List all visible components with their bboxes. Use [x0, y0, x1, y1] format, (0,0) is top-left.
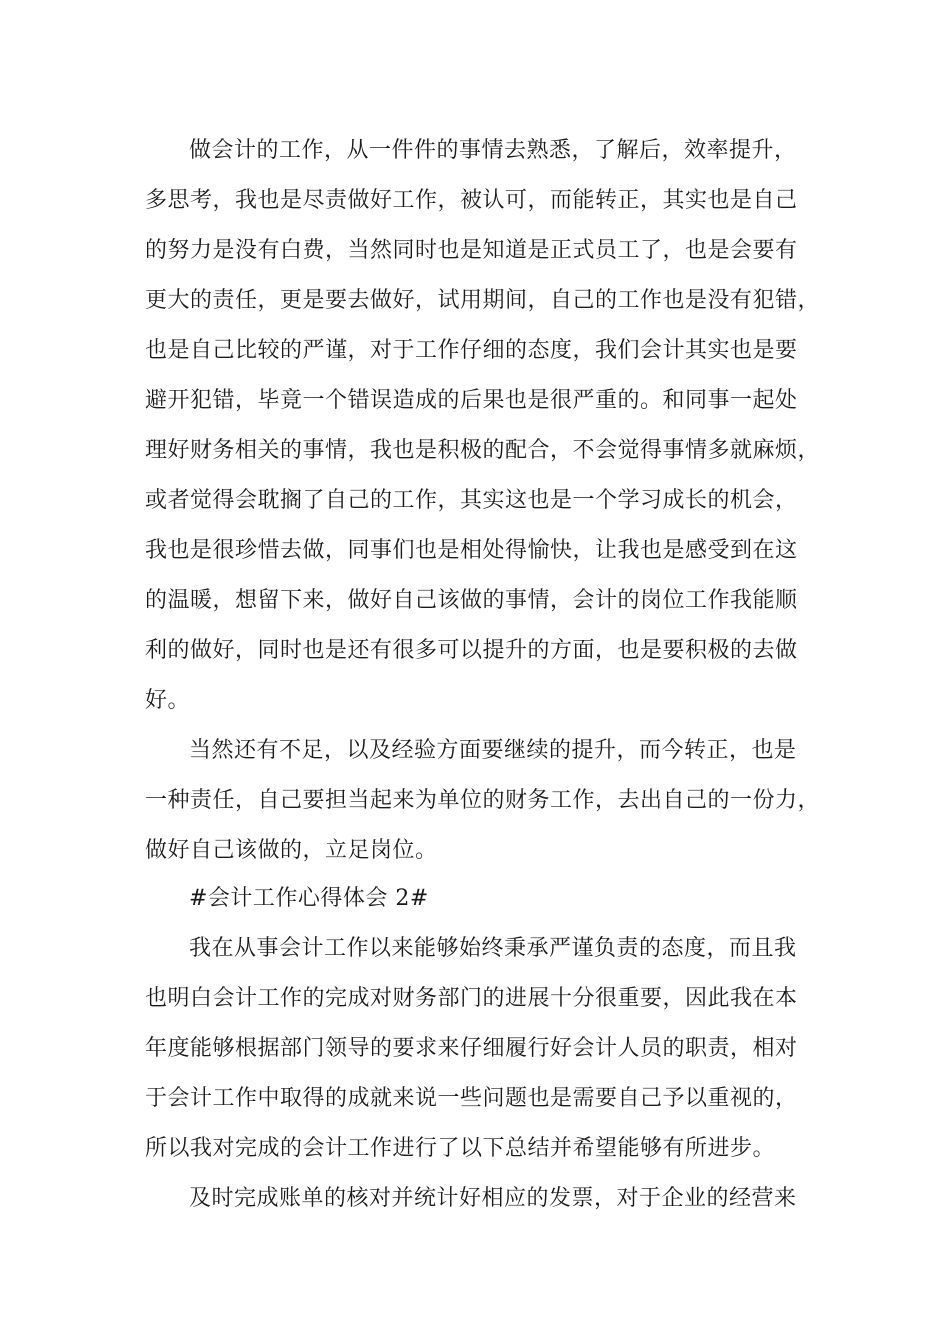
paragraph-line: 做会计的工作，从一件件的事情去熟悉，了解后，效率提升，	[189, 138, 797, 163]
paragraph-line: 所以我对完成的会计工作进行了以下总结并希望能够有所进步。	[145, 1136, 776, 1161]
paragraph-line: 利的做好，同时也是还有很多可以提升的方面，也是要积极的去做	[145, 638, 798, 663]
paragraph-line: 更大的责任，更是要去做好，试用期间，自己的工作也是没有犯错，	[145, 288, 821, 313]
paragraph-line: 的温暖，想留下来，做好自己该做的事情，会计的岗位工作我能顺	[145, 588, 798, 613]
paragraph-line: 或者觉得会耽搁了自己的工作，其实这也是一个学习成长的机会，	[145, 488, 798, 513]
paragraph-line: 当然还有不足，以及经验方面要继续的提升，而今转正，也是	[189, 738, 797, 763]
paragraph-line: 理好财务相关的事情，我也是积极的配合，不会觉得事情多就麻烦，	[145, 438, 821, 463]
paragraph-line: 及时完成账单的核对并统计好相应的发票，对于企业的经营来	[189, 1186, 797, 1211]
paragraph-line: 好。	[145, 688, 191, 713]
section-heading: #会计工作心得体会 2#	[189, 886, 429, 911]
paragraph-line: 我在从事会计工作以来能够始终秉承严谨负责的态度，而且我	[189, 936, 797, 961]
paragraph-line: 我也是很珍惜去做，同事们也是相处得愉快，让我也是感受到在这	[145, 538, 798, 563]
paragraph-line: 的努力是没有白费，当然同时也是知道是正式员工了，也是会要有	[145, 238, 798, 263]
paragraph-line: 也是自己比较的严谨，对于工作仔细的态度，我们会计其实也是要	[145, 338, 798, 363]
paragraph-line: 于会计工作中取得的成就来说一些问题也是需要自己予以重视的，	[145, 1086, 798, 1111]
paragraph-line: 年度能够根据部门领导的要求来仔细履行好会计人员的职责，相对	[145, 1036, 798, 1061]
paragraph-line: 也明白会计工作的完成对财务部门的进展十分很重要，因此我在本	[145, 986, 798, 1011]
paragraph-line: 多思考，我也是尽责做好工作，被认可，而能转正，其实也是自己	[145, 188, 798, 213]
paragraph-line: 避开犯错，毕竟一个错误造成的后果也是很严重的。和同事一起处	[145, 388, 798, 413]
paragraph-line: 一种责任，自己要担当起来为单位的财务工作，去出自己的一份力，	[145, 788, 821, 813]
paragraph-line: 做好自己该做的，立足岗位。	[145, 838, 438, 863]
